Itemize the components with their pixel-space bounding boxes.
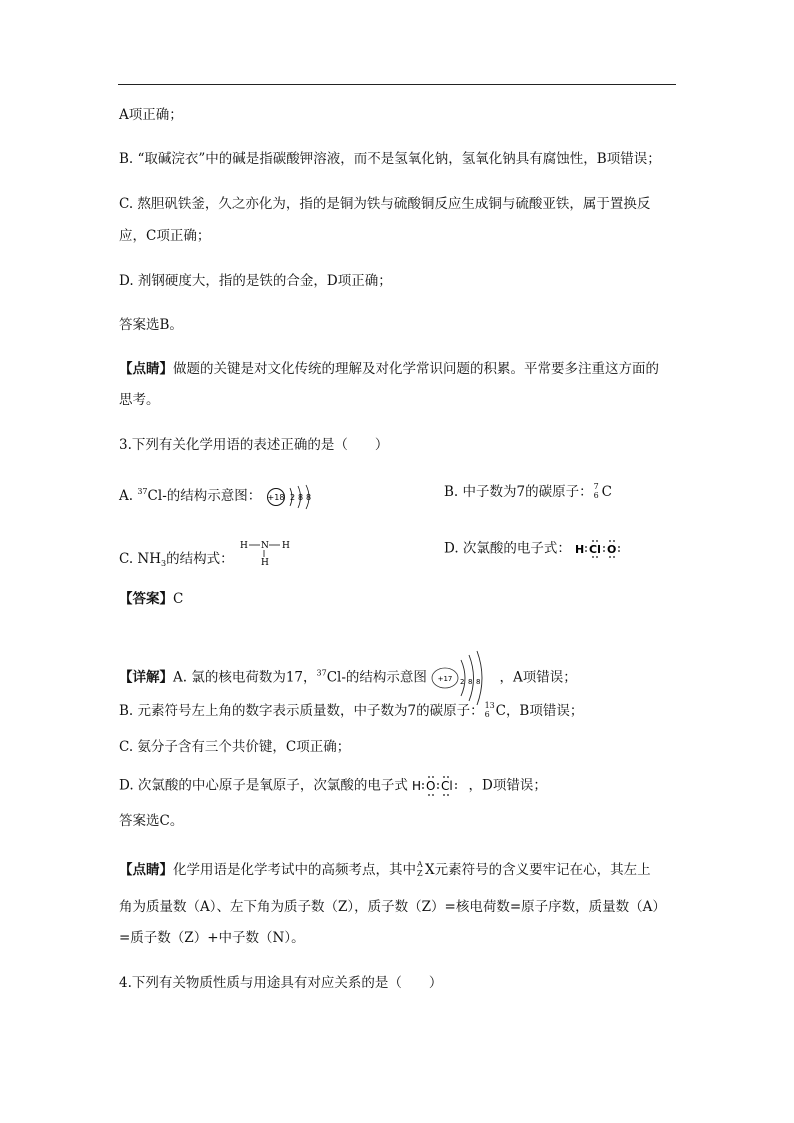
nh3-structural-formula [238, 539, 298, 569]
option-b: B. 中子数为7的碳原子： 7 6 C [444, 482, 612, 500]
svg-text:O: O [426, 779, 436, 793]
text-line: 应，C项正确； [119, 228, 211, 244]
svg-text:H: H [281, 541, 290, 551]
option-c: C. $NH_3$的结构式： H N H H [119, 539, 298, 573]
tip-paragraph: 【点睛】做题的关键是对文化传统的理解及对化学常识问题的积累。平常要多注重这方面的 [119, 361, 659, 377]
detail-answer: 答案选C。 [119, 813, 184, 829]
tip-tag: 【点睛】 [119, 862, 173, 878]
text-line: 角为质量数（A）、左下角为质子数（Z），质子数（Z）=核电荷数=原子序数，质量数（A） [119, 899, 666, 915]
question-3: 3.下列有关化学用语的表述正确的是（ ） [119, 437, 389, 453]
detail-a: 【详解】A. 氯的核电荷数为17，$^{37}$Cl-的结构示意图 +17 2 8 8 ，A项错误； [119, 650, 577, 706]
shell-electrons: 8 [468, 678, 473, 686]
tip2-paragraph: 【点睛】化学用语是化学考试中的高频考点，其中 A Z X元素符号的含义要牢记在心，其左上 [119, 860, 651, 878]
answer-tag: 【答案】 [119, 591, 173, 607]
svg-text:Cl: Cl [589, 543, 602, 556]
hclo-electron-formula-wrong [575, 539, 635, 559]
detail-c: C. 氨分子含有三个共价键，C项正确； [119, 739, 351, 755]
text-line: =质子数（Z）+中子数（N）。 [119, 930, 305, 946]
text-line: 思考。 [119, 392, 160, 408]
text-line: D. 剂钢硬度大，指的是铁的合金，D项正确； [119, 273, 392, 289]
svg-text:H: H [239, 541, 248, 551]
shell-electrons: 8 [476, 678, 481, 686]
atom-structure-diagram [266, 484, 326, 510]
text-line: A项正确； [119, 107, 183, 123]
question-4: 4.下列有关物质性质与用途具有对应关系的是（ ） [119, 975, 443, 991]
isotope-notation: 13 6 [484, 701, 495, 719]
text-line: C. 熬胆矾铁釜，久之亦化为，指的是铜为铁与硫酸铜反应生成铜与硫酸亚铁，属于置换反 [119, 196, 651, 212]
shell-electrons: 2 [289, 492, 295, 502]
header-rule [118, 84, 676, 85]
option-d: D. 次氯酸的电子式： H Cl O [444, 539, 635, 559]
svg-text:N: N [260, 541, 269, 551]
svg-text:H: H [260, 558, 269, 568]
shell-electrons: 8 [297, 492, 303, 502]
svg-text:H: H [412, 779, 422, 793]
detail-b: B. 元素符号左上角的数字表示质量数，中子数为7的碳原子： 13 6 C，B项错误； [119, 701, 584, 719]
detail-tag: 【详解】 [119, 669, 173, 686]
option-a: A. $^{37}$Cl-的结构示意图： +18 2 8 8 [119, 483, 326, 510]
nucleus-label: +17 [437, 675, 453, 683]
answer: 【答案】C [119, 591, 184, 607]
nucleus-label: +18 [267, 492, 284, 502]
isotope-notation: A Z [417, 860, 423, 878]
shell-electrons: 8 [305, 492, 311, 502]
isotope-notation: 7 6 [593, 482, 599, 500]
svg-text:H: H [575, 543, 585, 556]
svg-text:Cl: Cl [441, 779, 453, 793]
tip-tag: 【点睛】 [119, 361, 173, 377]
text-line: 答案选B。 [119, 317, 183, 333]
detail-d: D. 次氯酸的中心原子是氧原子，次氯酸的电子式 H O Cl ，D项错误； [119, 774, 547, 798]
atom-structure-diagram [431, 650, 495, 706]
shell-electrons: 2 [460, 678, 465, 686]
hclo-electron-formula-correct [412, 774, 464, 798]
svg-text:O: O [607, 543, 617, 556]
text-line: B. “取碱浣衣”中的碱是指碳酸钾溶液，而不是氢氧化钠，氢氧化钠具有腐蚀性，B项错误； [119, 151, 661, 167]
